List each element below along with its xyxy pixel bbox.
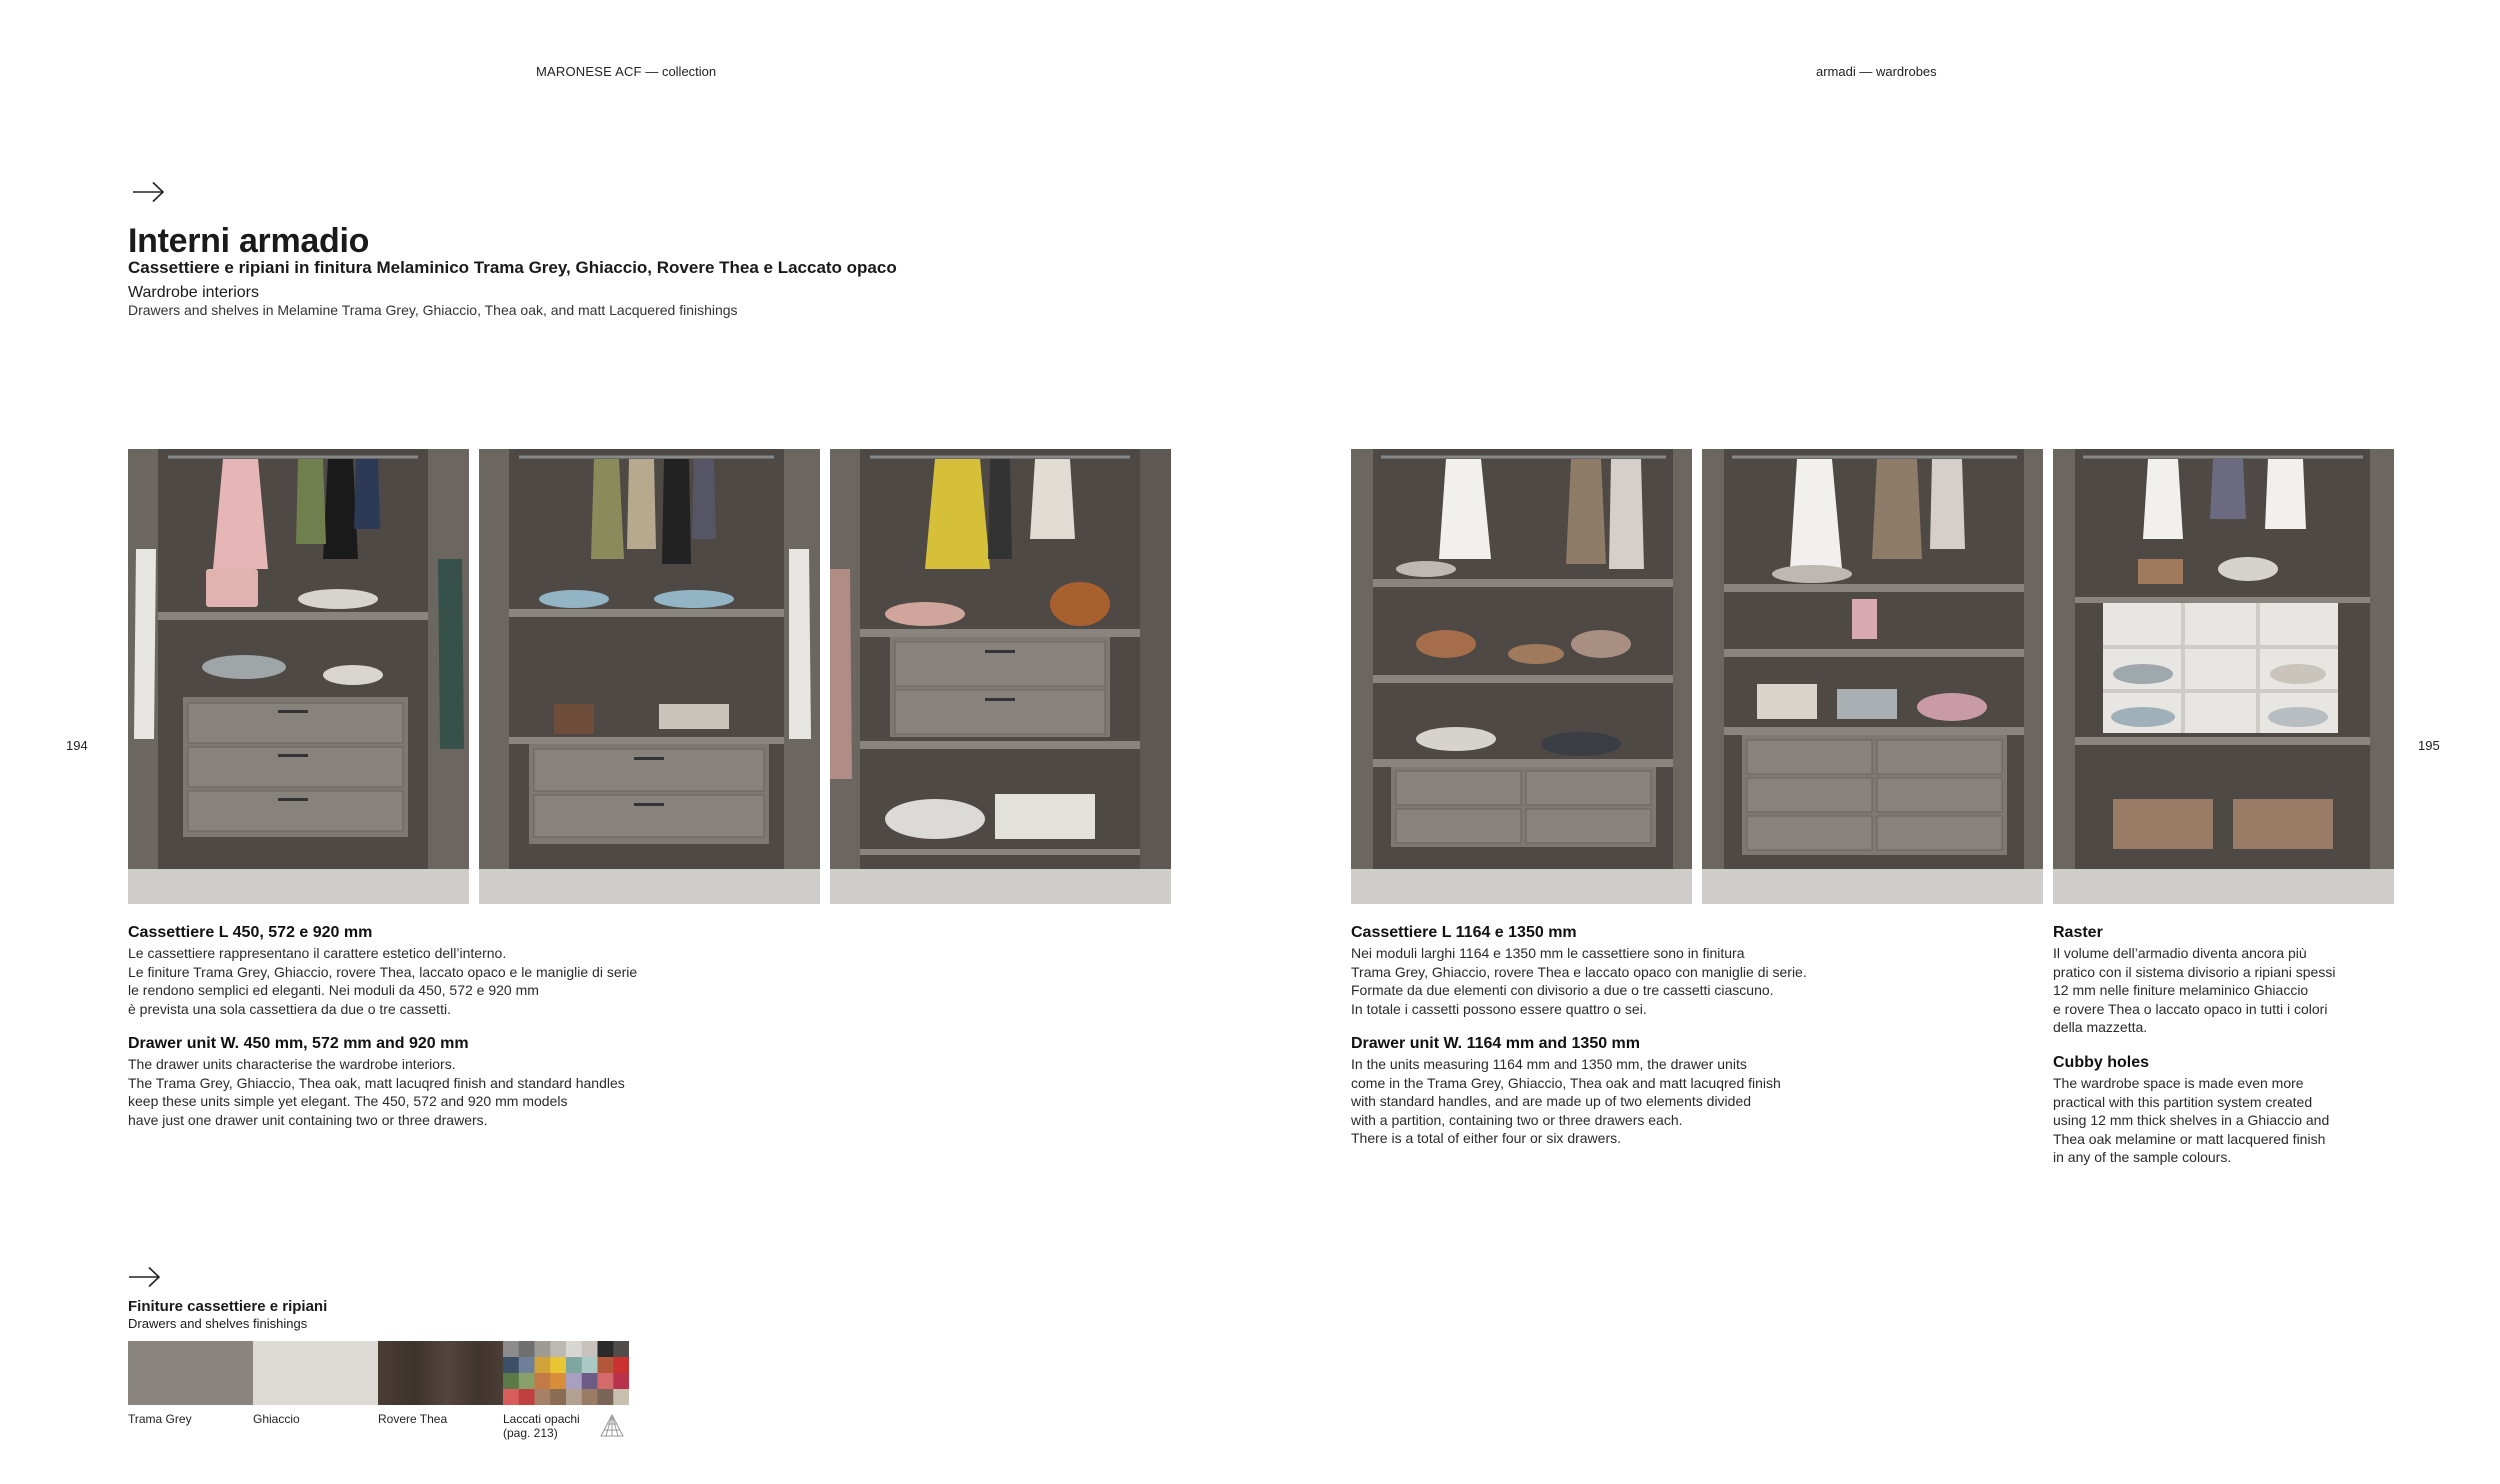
wardrobe-photo-4 (1351, 449, 1692, 904)
lacquer-color-cell (613, 1373, 629, 1389)
lacquer-color-cell (566, 1373, 582, 1389)
swatch-laccati-palette (503, 1341, 629, 1405)
right-block-it-title: Raster (2053, 924, 2103, 941)
swatch-fan-icon (597, 1412, 627, 1438)
lacquer-color-cell (613, 1357, 629, 1373)
lacquer-color-cell (566, 1341, 582, 1357)
swatch-label-ghiaccio: Ghiaccio (253, 1412, 300, 1426)
finishes-title: Finiture cassettiere e ripiani (128, 1298, 328, 1315)
wardrobe-photo-2 (479, 449, 820, 904)
lacquer-color-cell (582, 1341, 598, 1357)
header-brand: MARONESE ACF (536, 64, 642, 79)
lacquer-color-cell (535, 1341, 551, 1357)
header-collection: — collection (645, 64, 717, 79)
swatch-label-trama-grey: Trama Grey (128, 1412, 192, 1426)
lacquer-color-cell (550, 1389, 566, 1405)
right-block-en-text: The wardrobe space is made even more practical with this partition system created using 12 mm thick shelves in a Ghiaccio and Thea oak melamine or matt lacquered finish in any of the sample colours. (2053, 1075, 2330, 1165)
lacquer-color-cell (503, 1389, 519, 1405)
lacquer-color-cell (582, 1357, 598, 1373)
finishes-subtitle: Drawers and shelves finishings (128, 1316, 308, 1331)
lacquer-color-cell (519, 1373, 535, 1389)
subtitle-english-title: Wardrobe interiors (128, 284, 260, 301)
middle-block-it-text: Nei moduli larghi 1164 e 1350 mm le cassettiere sono in finitura Trama Grey, Ghiaccio, rovere Thea e laccato opaco con maniglie di serie. Formate da due elementi con divisorio a due o tre cassetti ciascuno. In totale i cassetti possono essere quattro o sei. (1351, 945, 1807, 1017)
wardrobe-photo-6 (2053, 449, 2394, 904)
lacquer-color-cell (519, 1389, 535, 1405)
lacquer-color-cell (519, 1357, 535, 1373)
swatch-ghiaccio (253, 1341, 378, 1405)
lacquer-color-cell (535, 1357, 551, 1373)
wardrobe-photo-3 (830, 449, 1171, 904)
lacquer-color-cell (598, 1357, 614, 1373)
lacquer-color-cell (566, 1357, 582, 1373)
lacquer-color-cell (582, 1389, 598, 1405)
lacquer-color-cell (613, 1341, 629, 1357)
arrow-right-icon (132, 181, 166, 203)
left-block-it-title: Cassettiere L 450, 572 e 920 mm (128, 924, 373, 941)
lacquer-color-cell (582, 1373, 598, 1389)
middle-block-en-title: Drawer unit W. 1164 mm and 1350 mm (1351, 1035, 1641, 1052)
lacquer-color-cell (535, 1373, 551, 1389)
left-block-it-text: Le cassettiere rappresentano il carattere estetico dell’interno. Le finiture Trama Grey, Ghiaccio, rovere Thea, laccato opaco e le maniglie di serie le rendono semplici ed eleganti. Nei moduli da 450, 572 e 920 mm è prevista una sola cassettiera da due o tre cassetti. (128, 945, 638, 1017)
header-right: armadi — wardrobes (1816, 64, 1937, 79)
lacquer-color-cell (598, 1341, 614, 1357)
swatch-label-rovere-thea: Rovere Thea (378, 1412, 448, 1426)
left-block-en-title: Drawer unit W. 450 mm, 572 mm and 920 mm (128, 1035, 469, 1052)
lacquer-color-cell (550, 1357, 566, 1373)
lacquer-color-cell (535, 1389, 551, 1405)
swatch-trama-grey (128, 1341, 253, 1405)
swatch-rovere-thea (378, 1341, 503, 1405)
lacquer-color-cell (503, 1341, 519, 1357)
page-number-right: 195 (2418, 738, 2440, 753)
lacquer-color-cell (566, 1389, 582, 1405)
lacquer-color-cell (519, 1341, 535, 1357)
left-block-en-text: The drawer units characterise the wardrobe interiors. The Trama Grey, Ghiaccio, Thea oak, matt lacuqred finish and standard handles keep these units simple yet elegant. The 450, 572 and 920 mm models have just one drawer unit containing two or three drawers. (128, 1056, 625, 1128)
middle-block-en-text: In the units measuring 1164 mm and 1350 mm, the drawer units come in the Trama Grey, Ghiaccio, Thea oak and matt lacuqred finish with standard handles, and are made up of two elements divided with a partition, containing two or three drawers each. There is a total of either four or six drawers. (1351, 1056, 1781, 1146)
page-title: Interni armadio (128, 222, 370, 260)
right-block-en-title: Cubby holes (2053, 1054, 2150, 1071)
lacquer-color-cell (503, 1357, 519, 1373)
subtitle-english: Drawers and shelves in Melamine Trama Grey, Ghiaccio, Thea oak, and matt Lacquered finishings (128, 302, 738, 318)
header-left (536, 64, 716, 79)
subtitle-italian: Cassettiere e ripiani in finitura Melaminico Trama Grey, Ghiaccio, Rovere Thea e Laccato opaco (128, 258, 897, 277)
arrow-right-icon (128, 1266, 162, 1288)
middle-block-it-title: Cassettiere L 1164 e 1350 mm (1351, 924, 1577, 941)
swatch-label-laccati: Laccati opachi (pag. 213) (503, 1412, 580, 1440)
lacquer-color-cell (598, 1373, 614, 1389)
lacquer-color-cell (550, 1341, 566, 1357)
lacquer-color-cell (598, 1389, 614, 1405)
lacquer-color-cell (503, 1373, 519, 1389)
wardrobe-photo-1 (128, 449, 469, 904)
lacquer-color-cell (550, 1373, 566, 1389)
right-block-it-text: Il volume dell’armadio diventa ancora più pratico con il sistema divisorio a ripiani spessi 12 mm nelle finiture melaminico Ghiaccio e rovere Thea o laccato opaco in tutti i colori della mazzetta. (2053, 945, 2336, 1035)
lacquer-color-cell (613, 1389, 629, 1405)
page-number-left: 194 (66, 738, 88, 753)
wardrobe-photo-5 (1702, 449, 2043, 904)
